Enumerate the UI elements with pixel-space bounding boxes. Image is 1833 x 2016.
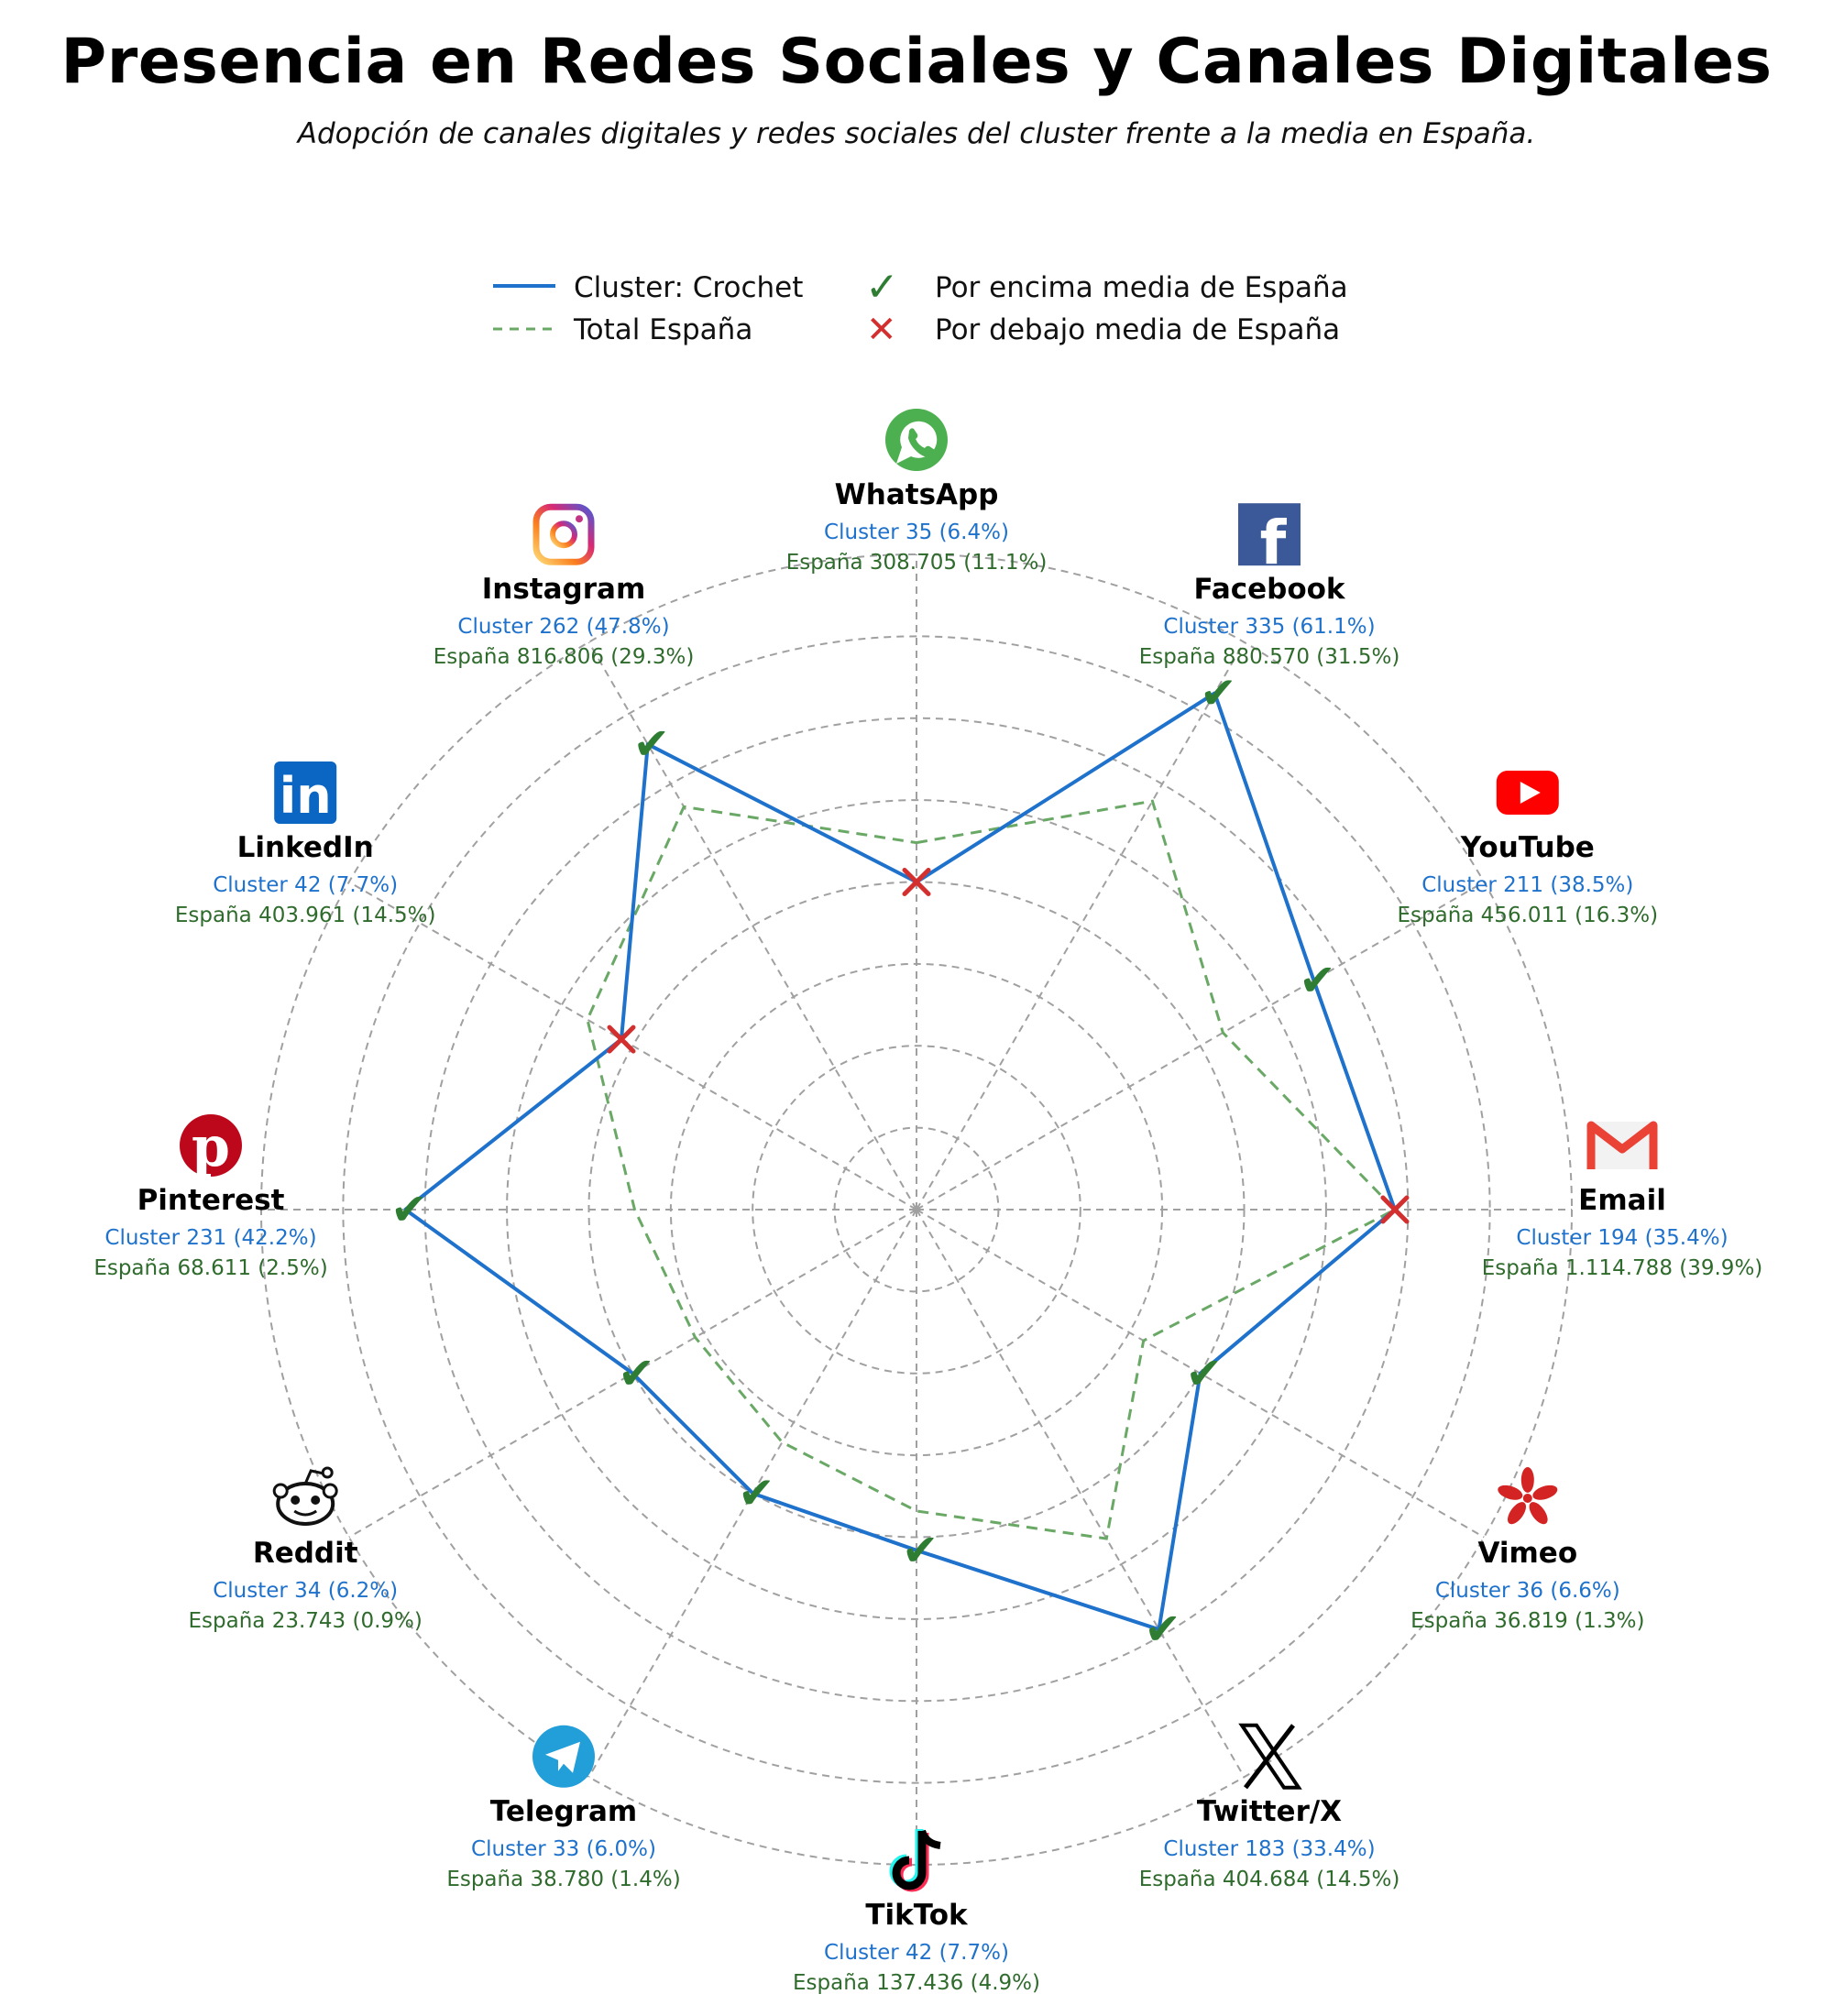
vimeo-icon	[1496, 1467, 1559, 1528]
cluster-value-label: Cluster 34 (6.2%)	[213, 1579, 399, 1603]
above-marker-check: ✔	[1144, 1604, 1181, 1656]
category-name: Telegram	[489, 1794, 638, 1828]
radar-grid	[261, 554, 1572, 1865]
cluster-value-label: Cluster 194 (35.4%)	[1516, 1226, 1729, 1250]
cluster-value-label: Cluster 42 (7.7%)	[824, 1941, 1009, 1965]
spain-value-label: España 456.011 (16.3%)	[1397, 904, 1659, 927]
linkedin-icon	[274, 761, 336, 825]
category-name: Vimeo	[1477, 1537, 1578, 1570]
category-label-youtube	[1397, 831, 1658, 927]
category-name: YouTube	[1460, 831, 1595, 864]
category-label-linkedin	[175, 831, 436, 927]
facebook-icon	[1238, 503, 1301, 578]
grid-spoke	[916, 642, 1245, 1210]
category-label-whatsapp	[786, 478, 1048, 575]
legend-below-label: Por debajo media de España	[935, 313, 1341, 346]
legend	[493, 264, 1348, 351]
category-name: Twitter/X	[1196, 1794, 1343, 1828]
category-name: LinkedIn	[236, 831, 374, 864]
spain-value-label: España 38.780 (1.4%)	[446, 1867, 681, 1891]
reddit-icon	[274, 1468, 336, 1524]
marker-layer	[390, 668, 1407, 1656]
series-spain-line	[587, 801, 1395, 1539]
spain-value-label: España 308.705 (11.1%)	[785, 551, 1048, 575]
tiktok-icon	[894, 1829, 940, 1888]
category-label-tiktok	[793, 1899, 1040, 1995]
spain-value-label: España 137.436 (4.9%)	[793, 1971, 1040, 1995]
category-name: Instagram	[481, 573, 646, 607]
category-label-telegram	[446, 1795, 680, 1891]
spain-value-label: España 816.806 (29.3%)	[433, 645, 695, 670]
above-marker-check: ✔	[902, 1524, 939, 1576]
cluster-value-label: Cluster 183 (33.4%)	[1163, 1836, 1376, 1861]
spain-value-label: España 1.114.788 (39.9%)	[1481, 1256, 1763, 1280]
svg-text:in: in	[279, 767, 332, 825]
instagram-icon	[536, 507, 591, 562]
cluster-value-label: Cluster 35 (6.4%)	[824, 520, 1009, 544]
category-name: Reddit	[252, 1537, 358, 1570]
above-marker-check: ✔	[632, 718, 671, 771]
youtube-icon	[1497, 771, 1559, 815]
category-name: Email	[1578, 1184, 1666, 1217]
category-label-reddit	[189, 1537, 423, 1633]
pinterest-icon	[180, 1114, 242, 1179]
whatsapp-icon	[885, 409, 948, 471]
series-cluster-line	[405, 694, 1395, 1630]
cluster-value-label: Cluster 211 (38.5%)	[1421, 873, 1634, 897]
cluster-value-label: Cluster 335 (61.1%)	[1163, 615, 1376, 640]
spain-value-label: España 68.611 (2.5%)	[93, 1256, 328, 1280]
above-marker-check: ✔	[1200, 667, 1237, 719]
chart-subtitle: Adopción de canales digitales y redes sociales del cluster frente a la media en España.	[297, 117, 1536, 150]
category-name: WhatsApp	[834, 478, 999, 511]
spain-value-label: España 23.743 (0.9%)	[188, 1609, 423, 1633]
chart-title: Presencia en Redes Sociales y Canales Digitales	[60, 26, 1773, 98]
spain-value-label: España 403.961 (14.5%)	[174, 904, 436, 927]
cluster-value-label: Cluster 262 (47.8%)	[457, 615, 670, 640]
svg-text:f: f	[1259, 508, 1287, 579]
series-layer	[405, 694, 1395, 1630]
cluster-value-label: Cluster 36 (6.6%)	[1434, 1579, 1620, 1603]
spain-value-label: España 404.684 (14.5%)	[1138, 1867, 1400, 1891]
above-marker-check: ✔	[738, 1467, 775, 1519]
legend-cross-icon: ✕	[866, 309, 897, 351]
telegram-icon	[532, 1726, 595, 1788]
grid-spoke	[916, 1210, 1245, 1777]
email-icon	[1591, 1122, 1653, 1169]
category-label-vimeo	[1410, 1537, 1644, 1633]
above-marker-check: ✔	[1185, 1347, 1223, 1399]
category-name: Pinterest	[137, 1184, 285, 1217]
above-marker-check: ✔	[390, 1184, 428, 1235]
above-marker-check: ✔	[618, 1347, 655, 1399]
cluster-value-label: Cluster 231 (42.2%)	[104, 1226, 317, 1250]
spain-value-label: España 880.570 (31.5%)	[1138, 645, 1400, 670]
spain-value-label: España 36.819 (1.3%)	[1410, 1609, 1645, 1633]
category-label-pinterest	[93, 1184, 327, 1280]
legend-check-icon: ✓	[865, 264, 899, 311]
cluster-value-label: Cluster 42 (7.7%)	[213, 873, 399, 897]
legend-cluster-label: Cluster: Crochet	[574, 271, 804, 304]
cluster-value-label: Cluster 33 (6.0%)	[471, 1836, 656, 1861]
below-marker-cross	[1383, 1198, 1407, 1222]
legend-spain-label: Total España	[574, 313, 753, 346]
grid-spoke	[916, 882, 1484, 1211]
svg-text:p: p	[192, 1115, 230, 1179]
category-label-email	[1482, 1184, 1763, 1280]
above-marker-check: ✔	[1299, 954, 1336, 1006]
twitter-x-icon	[1242, 1726, 1299, 1788]
category-name: TikTok	[865, 1899, 968, 1932]
legend-above-label: Por encima media de España	[935, 271, 1348, 304]
category-label-instagram	[434, 573, 695, 669]
category-label-facebook	[1139, 573, 1400, 669]
category-name: Facebook	[1193, 573, 1345, 607]
